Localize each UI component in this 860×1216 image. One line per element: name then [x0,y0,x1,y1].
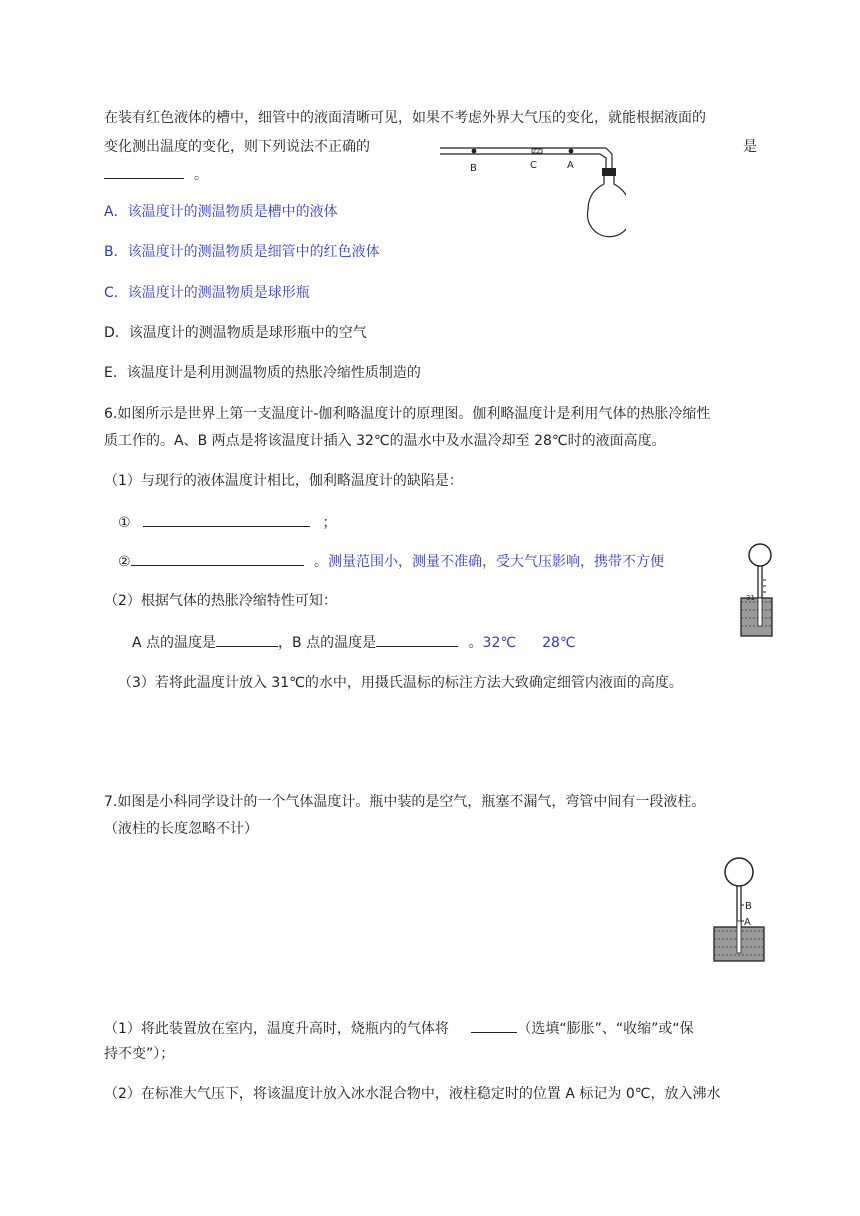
q6-item1-mark: ① [118,515,131,531]
q5-option-d: D．该温度计的测温物质是球形瓶中的空气 [104,325,367,341]
q6-temp-line [132,631,576,653]
q6-sub2: （2）根据气体的热胀冷缩特性可知： [104,593,337,609]
q7-sub1-text-a: （1）将此装置放在室内，温度升高时，烧瓶内的气体将 [104,1021,449,1037]
q7-sub1-text-b: （选填“膨胀”、“收缩”或“保 [517,1021,694,1037]
q7-fig-label-b: B [745,901,752,912]
q6-sub1: （1）与现行的液体温度计相比，伽利略温度计的缺陷是： [104,473,463,489]
q6-item1-end: ； [322,515,337,531]
q5-thermometer-figure [436,140,626,240]
q7-sub1-cont: 持不变”）； [104,1046,175,1062]
q6-fig-label: 31 [746,594,755,602]
q6-sub3: （3）若将此温度计放入 31℃的水中，用摄氏温标的标注方法大致确定细管内液面的高度。 [118,675,683,691]
q7-sub2: （2）在标准大气压下，将该温度计放入冰水混合物中，液柱稳定时的位置 A 标记为 0℃，放入沸水 [104,1086,721,1102]
q6-b-text: ，B 点的温度是 [278,635,377,651]
q6-text-line1: 6.如图所示是世界上第一支温度计-伽利略温度计的原理图。伽利略温度计是利用气体的热胀冷缩性 [104,406,711,422]
q5-end-mark: 。 [194,167,208,183]
q5-fig-label-c: C [530,160,537,171]
q6-a-blank[interactable] [216,631,278,647]
q5-fig-label-b: B [470,163,477,174]
q5-answer-line [104,163,208,185]
q7-gas-thermometer-figure [710,855,770,967]
q5-option-b: B．该温度计的测温物质是细管中的红色液体 [104,244,380,260]
q6-item2-blank[interactable] [131,550,304,566]
q7-text-line2: （液柱的长度忽略不计） [104,821,258,837]
q6-end-mark: 。 [468,635,483,651]
q5-text-line2: 变化测出温度的变化，则下列说法不正确的 [104,139,370,155]
q6-item2-mark: ② [118,554,131,570]
q7-fig-label-a: A [744,917,751,928]
q6-item1-blank[interactable] [143,511,310,527]
q6-item1 [118,511,336,533]
q5-text-line2-end: 是 [743,139,757,155]
q5-text-line1: 在装有红色液体的槽中，细管中的液面清晰可见，如果不考虑外界大气压的变化，就能根据液面的 [104,110,706,126]
q6-a-text: A 点的温度是 [132,635,217,651]
q6-answer-a: 32℃ [482,635,517,651]
q5-option-e: E．该温度计是利用测温物质的热胀冷缩性质制造的 [104,365,421,381]
q6-item2 [118,550,664,572]
q6-answer-b: 28℃ [542,635,576,651]
q7-sub1 [104,1017,694,1039]
q7-sub1-blank[interactable] [471,1017,517,1033]
q6-galileo-thermometer-figure [738,540,774,640]
q5-option-c: C．该温度计的测温物质是球形瓶 [104,285,310,301]
q7-text-line1: 7.如图是小科同学设计的一个气体温度计。瓶中装的是空气，瓶塞不漏气，弯管中间有一段液柱。 [104,794,706,810]
q6-item2-answer: 测量范围小，测量不准确，受大气压影响，携带不方便 [328,554,665,570]
q5-answer-blank[interactable] [104,163,184,179]
q6-text-line2: 质工作的。A、B 两点是将该温度计插入 32℃的温水中及水温冷却至 28℃时的液面高度。 [104,433,666,449]
q5-fig-label-a: A [567,160,574,171]
q6-b-blank[interactable] [376,631,458,647]
q6-item2-end: 。 [314,554,329,570]
q5-option-a: A．该温度计的测温物质是槽中的液体 [104,204,338,220]
